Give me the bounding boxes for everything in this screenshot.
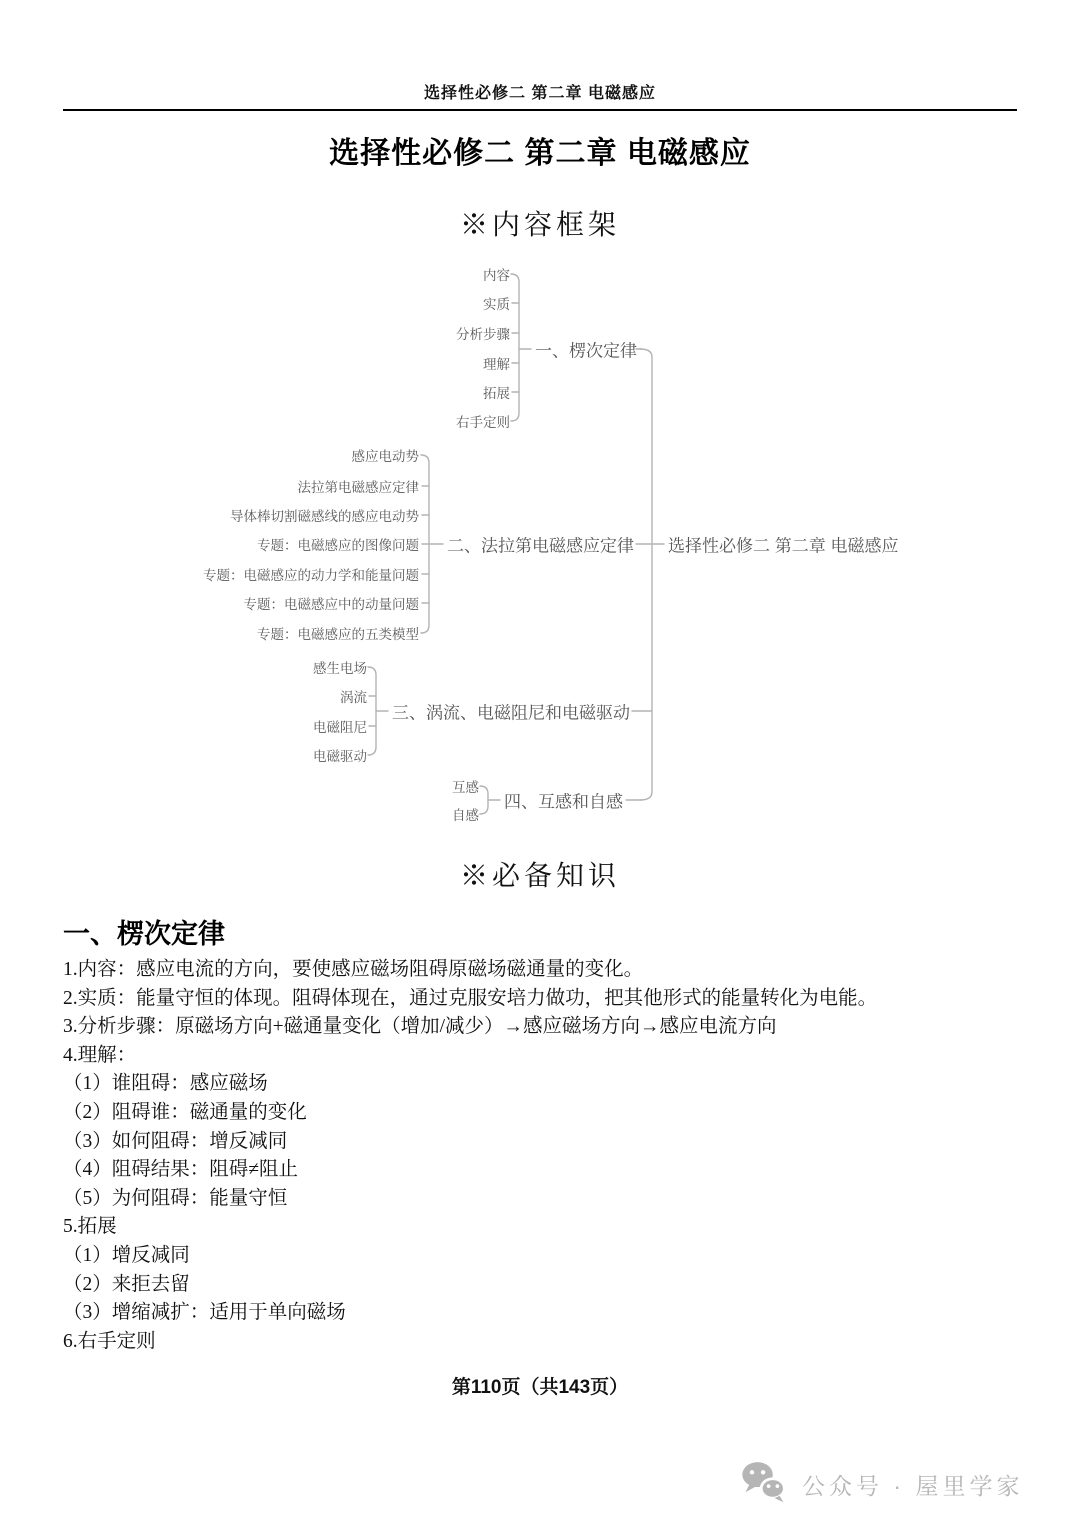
body-line: 5.拓展 <box>63 1216 117 1238</box>
body-line: 6.右手定则 <box>63 1330 156 1352</box>
wechat-icon <box>740 1460 788 1509</box>
section-body <box>63 956 1040 1356</box>
body-line: （4）阻碍结果：阻碍≠阻止 <box>63 1159 298 1181</box>
body-line: （3）如何阻碍：增反减同 <box>63 1130 288 1152</box>
doc-title: 选择性必修二 第二章 电磁感应 <box>329 137 751 170</box>
body-line: （1）增反减同 <box>63 1244 190 1266</box>
body-line: （5）为何阻碍：能量守恒 <box>63 1187 288 1209</box>
mindmap-node: 感应电动势 <box>351 449 419 464</box>
mindmap-node: 电磁阻尼 <box>313 720 367 735</box>
page-number: 第110页（共143页） <box>451 1377 629 1398</box>
body-line: 1.内容：感应电流的方向，要使感应磁场阻碍原磁场磁通量的变化。 <box>63 959 644 980</box>
mindmap-node: 自感 <box>452 808 479 823</box>
mindmap-node: 分析步骤 <box>456 327 510 342</box>
mindmap-node: 专题：电磁感应的图像问题 <box>257 538 419 553</box>
mindmap-branch-label: 二、法拉第电磁感应定律 <box>447 536 634 556</box>
mindmap-node: 拓展 <box>483 386 510 401</box>
mindmap-root-node: 选择性必修二 第二章 电磁感应 <box>668 536 899 556</box>
mindmap-node: 右手定则 <box>456 415 510 430</box>
body-line: （2）阻碍谁：磁通量的变化 <box>63 1101 307 1123</box>
mindmap-node: 理解 <box>483 357 510 372</box>
watermark-text: 公众号 · 屋里学家 <box>802 1473 1024 1499</box>
body-line: （3）增缩减扩：适用于单向磁场 <box>63 1302 346 1324</box>
header-divider <box>63 109 1017 111</box>
mindmap-node: 内容 <box>483 268 510 283</box>
body-line: 2.实质：能量守恒的体现。阻碍体现在，通过克服安培力做功，把其他形式的能量转化为电能。 <box>63 987 878 1009</box>
knowledge-heading: ※必备知识 <box>459 859 620 892</box>
mindmap-node: 专题：电磁感应的动力学和能量问题 <box>203 568 419 583</box>
watermark <box>740 1460 1023 1509</box>
section-title-lenz-law: 一、楞次定律 <box>63 919 225 949</box>
mindmap-node: 电磁驱动 <box>313 749 367 764</box>
body-line: 3.分析步骤：原磁场方向+磁通量变化（增加/减少）→感应磁场方向→感应电流方向 <box>63 1016 777 1038</box>
body-line: （2）来拒去留 <box>63 1273 190 1295</box>
body-line: 4.理解： <box>63 1044 137 1066</box>
mindmap-node: 实质 <box>483 297 510 312</box>
mindmap-node: 导体棒切割磁感线的感应电动势 <box>230 509 419 524</box>
content-framework-mindmap <box>0 250 1080 850</box>
mindmap-branch-label: 四、互感和自感 <box>504 792 623 812</box>
framework-heading: ※内容框架 <box>459 208 620 241</box>
mindmap-node: 专题：电磁感应的五类模型 <box>257 627 419 642</box>
mindmap-node: 感生电场 <box>313 661 367 676</box>
running-header: 选择性必修二 第二章 电磁感应 <box>424 85 656 102</box>
mindmap-node: 法拉第电磁感应定律 <box>297 480 419 495</box>
mindmap-node: 专题：电磁感应中的动量问题 <box>243 597 419 612</box>
body-line: （1）谁阻碍：感应磁场 <box>63 1073 268 1095</box>
mindmap-branch-label: 三、涡流、电磁阻尼和电磁驱动 <box>392 703 630 723</box>
mindmap-node: 涡流 <box>340 690 367 705</box>
mindmap-branch-label: 一、楞次定律 <box>535 341 637 361</box>
mindmap-node: 互感 <box>452 780 479 795</box>
